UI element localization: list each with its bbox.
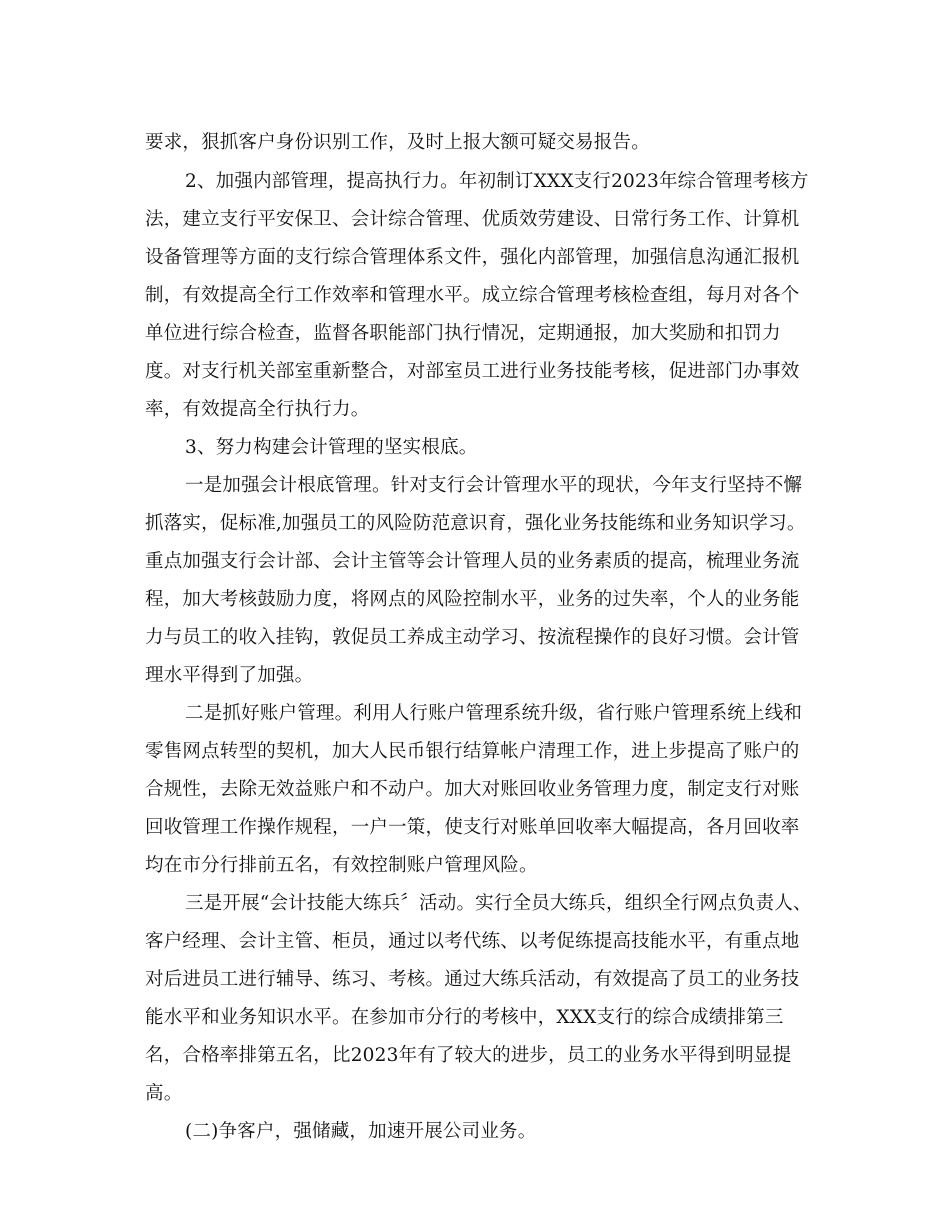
text-line: 名，合格率排第五名，比2023年有了较大的进步，员工的业务水平得到明显提	[145, 1045, 792, 1066]
text-line: 能水平和业务知识水平。在参加市分行的考核中，XXX支行的综合成绩排第三	[145, 1007, 784, 1028]
text-line: (二)争客户，强储藏，加速开展公司业务。	[185, 1121, 537, 1142]
text-line: 要求，狠抓客户身份识别工作，及时上报大额可疑交易报告。	[145, 132, 650, 153]
text-line: 三是开展“会计技能大练兵〞活动。实行全员大练兵，组织全行网点负责人、	[185, 893, 812, 914]
text-line: 单位进行综合检查，监督各职能部门执行情况，定期通报，加大奖励和扣罚力	[145, 323, 781, 344]
text-line: 高。	[145, 1083, 183, 1104]
text-line: 法，建立支行平安保卫、会计综合管理、优质效劳建设、日常行务工作、计算机	[145, 209, 800, 230]
text-line: 客户经理、会计主管、柜员，通过以考代练、以考促练提高技能水平，有重点地	[145, 931, 800, 952]
text-line: 制，有效提高全行工作效率和管理水平。成立综合管理考核检查组，每月对各个	[145, 285, 800, 306]
text-line: 抓落实，促标准,加强员工的风险防范意识育，强化业务技能练和业务知识学习。	[145, 513, 806, 534]
text-line: 2、加强内部管理，提高执行力。年初制订XXX支行2023年综合管理考核方	[185, 171, 809, 192]
text-line: 重点加强支行会计部、会计主管等会计管理人员的业务素质的提高，梳理业务流	[145, 551, 800, 572]
text-line: 度。对支行机关部室重新整合，对部室员工进行业务技能考核，促进部门办事效	[145, 361, 800, 382]
text-line: 理水平得到了加强。	[145, 665, 314, 686]
text-line: 回收管理工作操作规程，一户一策，使支行对账单回收率大幅提高，各月回收率	[145, 817, 800, 838]
text-line: 一是加强会计根底管理。针对支行会计管理水平的现状，今年支行坚持不懈	[185, 475, 803, 496]
text-line: 率，有效提高全行执行力。	[145, 399, 370, 420]
text-line: 合规性，去除无效益账户和不动户。加大对账回收业务管理力度，制定支行对账	[145, 779, 800, 800]
text-line: 零售网点转型的契机，加大人民币银行结算帐户清理工作，进上步提高了账户的	[145, 741, 800, 762]
text-line: 二是抓好账户管理。利用人行账户管理系统升级，省行账户管理系统上线和	[185, 703, 803, 724]
text-line: 对后进员工进行辅导、练习、考核。通过大练兵活动，有效提高了员工的业务技	[145, 969, 800, 990]
text-line: 3、努力构建会计管理的坚实根底。	[185, 437, 478, 458]
text-line: 均在市分行排前五名，有效控制账户管理风险。	[145, 855, 538, 876]
text-line: 程，加大考核鼓励力度，将网点的风险控制水平，业务的过失率，个人的业务能	[145, 589, 800, 610]
text-line: 设备管理等方面的支行综合管理体系文件，强化内部管理，加强信息沟通汇报机	[145, 247, 800, 268]
text-line: 力与员工的收入挂钩，敦促员工养成主动学习、按流程操作的良好习惯。会计管	[145, 627, 800, 648]
